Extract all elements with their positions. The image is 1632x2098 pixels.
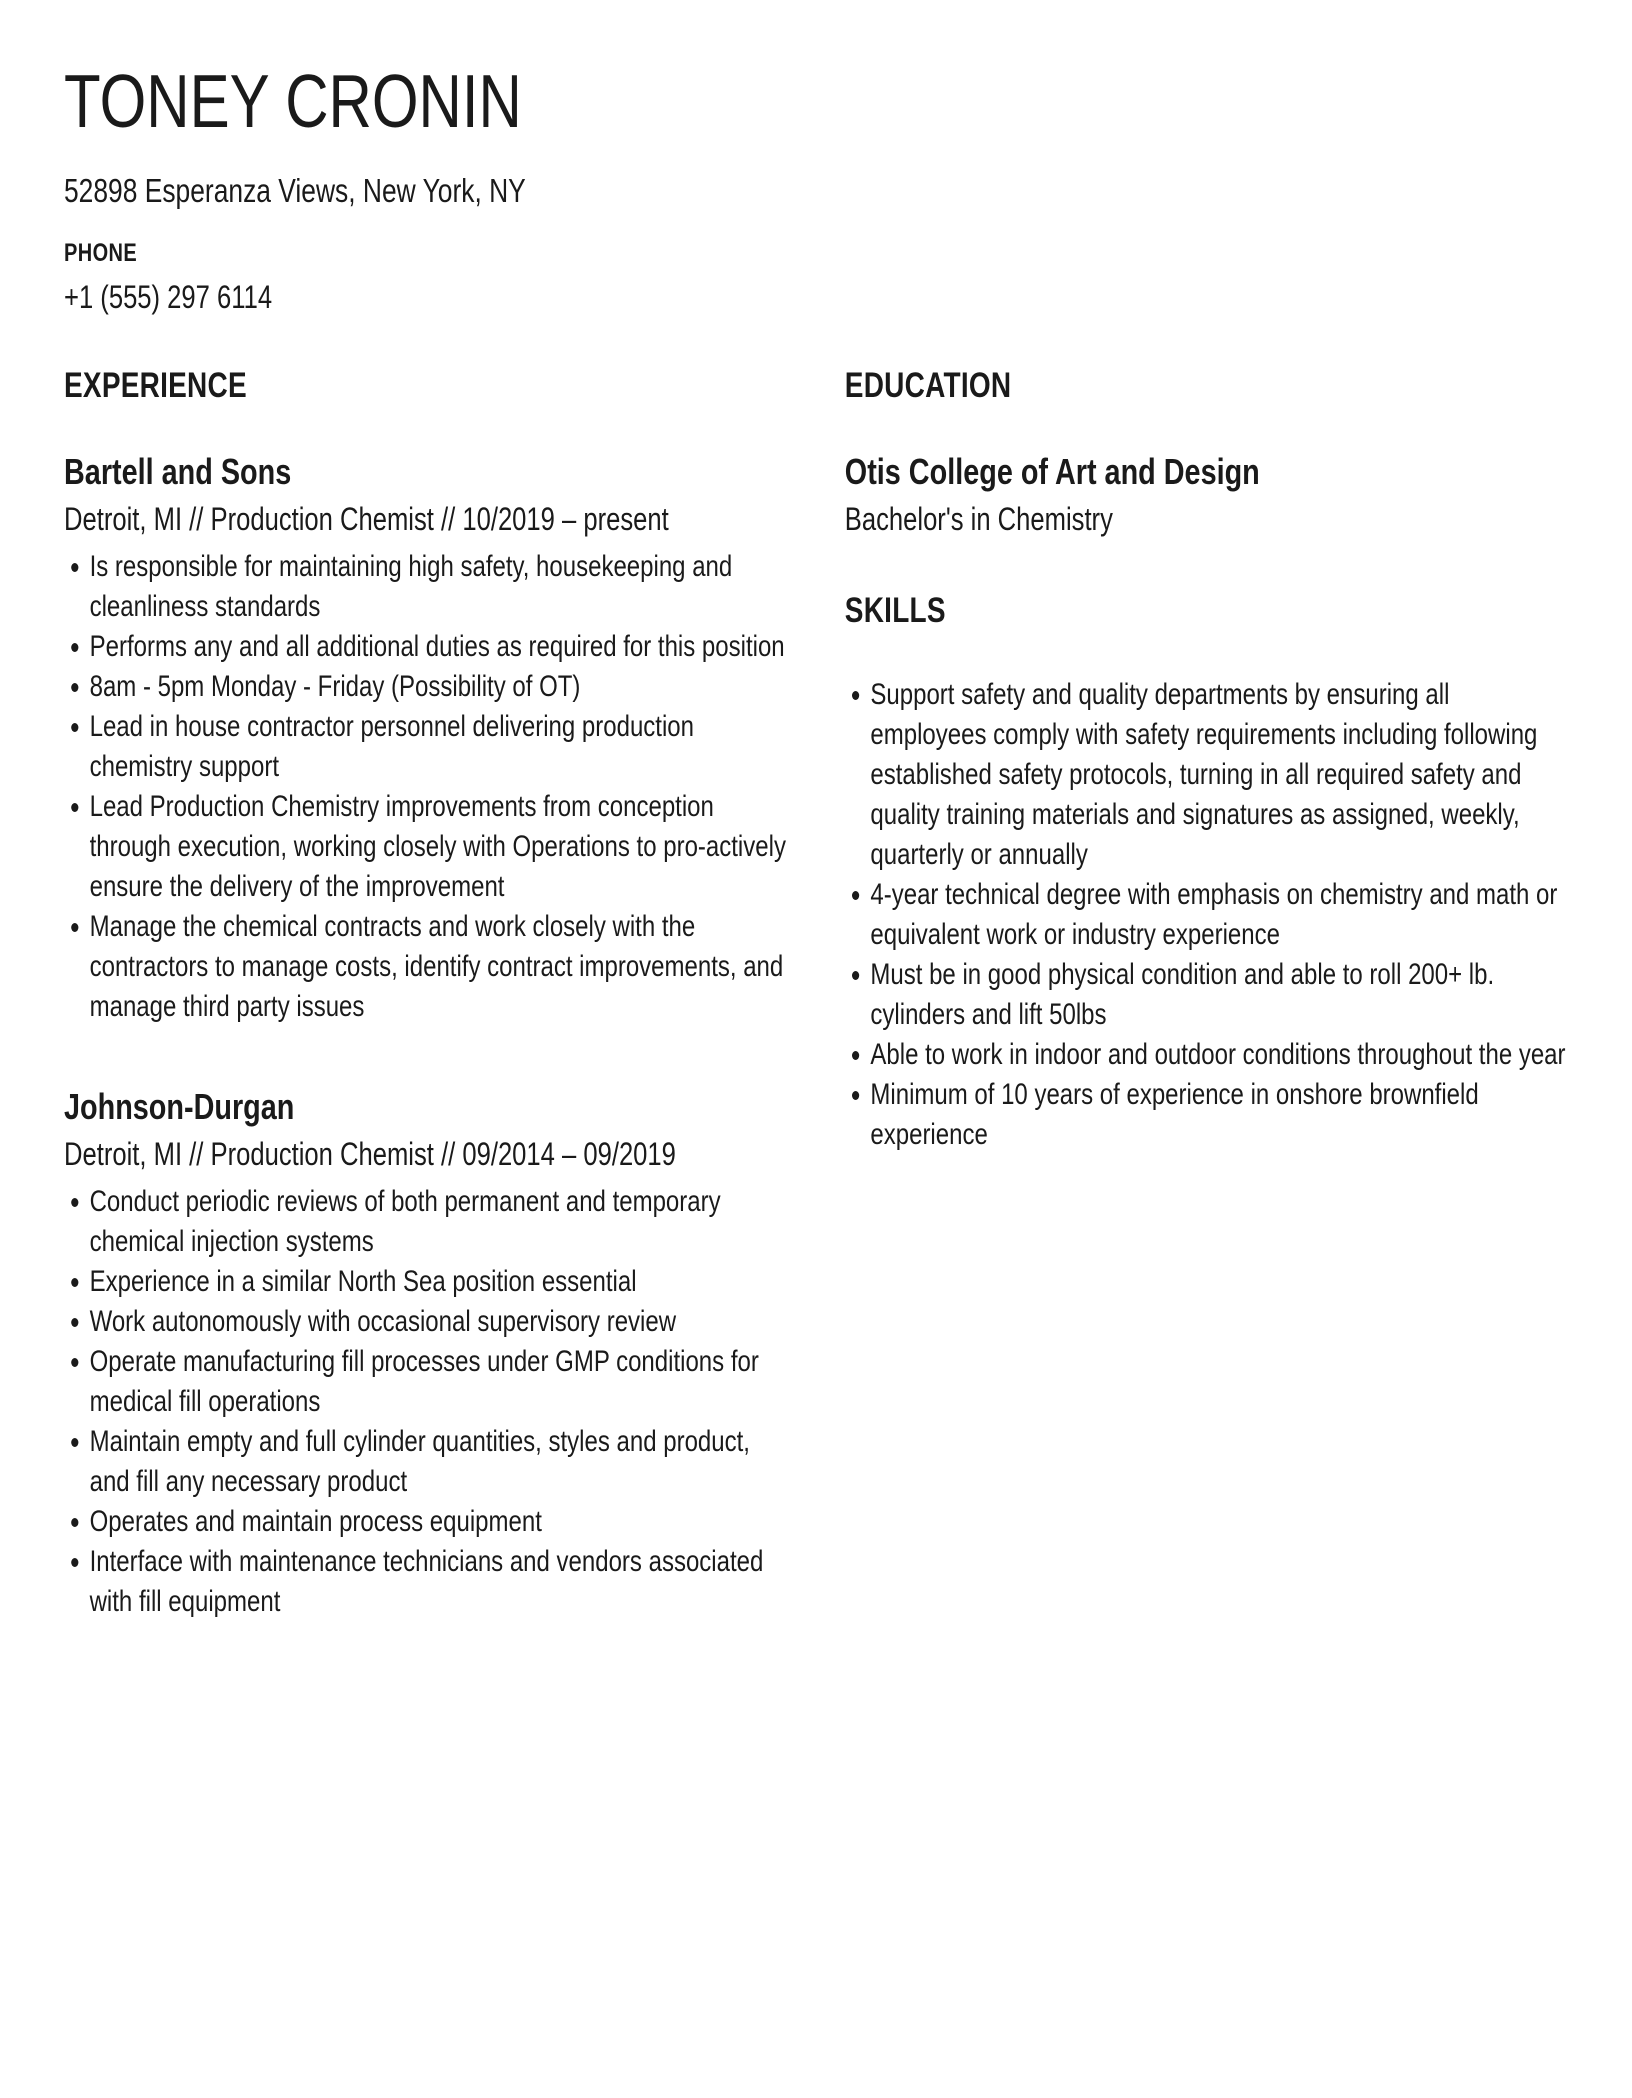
bullet-item: Minimum of 10 years of experience in onshore brownfield experience [845, 1075, 1568, 1155]
bullet-item: 8am - 5pm Monday - Friday (Possibility of OT) [64, 667, 787, 707]
bullet-item: Operate manufacturing fill processes under GMP conditions for medical fill operations [64, 1342, 787, 1422]
job-bullet-list [64, 547, 787, 1027]
bullet-item: Maintain empty and full cylinder quantities, styles and product, and fill any necessary product [64, 1422, 787, 1502]
bullet-item: Performs any and all additional duties as required for this position [64, 627, 787, 667]
experience-heading: EXPERIENCE [64, 365, 247, 405]
bullet-item: Able to work in indoor and outdoor conditions throughout the year [845, 1035, 1568, 1075]
job-entry-bartell [64, 450, 787, 1027]
skills-bullet-list [845, 675, 1568, 1155]
job-company: Bartell and Sons [64, 450, 292, 492]
job-meta: Detroit, MI // Production Chemist // 10/2019 – present [64, 500, 669, 537]
phone-value: +1 (555) 297 6114 [64, 278, 273, 315]
bullet-item: Work autonomously with occasional supervisory review [64, 1302, 787, 1342]
degree: Bachelor's in Chemistry [844, 500, 1113, 537]
bullet-item: Lead Production Chemistry improvements from conception through execution, working closely with Operations to pro-actively ensure the delivery of the improvement [64, 787, 787, 907]
bullet-item: Experience in a similar North Sea position essential [64, 1262, 787, 1302]
school-name: Otis College of Art and Design [844, 450, 1260, 492]
bullet-item: Interface with maintenance technicians and vendors associated with fill equipment [64, 1542, 787, 1622]
bullet-item: 4-year technical degree with emphasis on chemistry and math or equivalent work or industry experience [845, 875, 1568, 955]
skills-section [845, 591, 1568, 1155]
phone-label: PHONE [64, 238, 138, 267]
bullet-item: Lead in house contractor personnel delivering production chemistry support [64, 707, 787, 787]
education-heading: EDUCATION [844, 365, 1012, 405]
candidate-name: TONEY CRONIN [64, 59, 522, 143]
bullet-item: Support safety and quality departments by ensuring all employees comply with safety requirements including following established safety protocols, turning in all required safety and quality training materials and signatures as assigned, weekly, quarterly or annually [845, 675, 1568, 875]
bullet-item: Operates and maintain process equipment [64, 1502, 787, 1542]
education-section [845, 366, 1568, 539]
job-entry-johnson-durgan [64, 1085, 787, 1622]
bullet-item: Manage the chemical contracts and work closely with the contractors to manage costs, identify contract improvements, and manage third party issues [64, 907, 787, 1027]
candidate-address: 52898 Esperanza Views, New York, NY [64, 172, 526, 209]
resume-body-columns [64, 366, 1568, 1622]
job-company: Johnson-Durgan [64, 1085, 295, 1127]
bullet-item: Must be in good physical condition and able to roll 200+ lb. cylinders and lift 50lbs [845, 955, 1568, 1035]
job-meta: Detroit, MI // Production Chemist // 09/2014 – 09/2019 [64, 1135, 676, 1172]
bullet-item: Is responsible for maintaining high safety, housekeeping and cleanliness standards [64, 547, 787, 627]
experience-section [64, 366, 787, 1622]
skills-heading: SKILLS [844, 590, 946, 630]
resume-header [64, 59, 1568, 316]
right-column [845, 366, 1568, 1155]
job-bullet-list [64, 1182, 787, 1622]
bullet-item: Conduct periodic reviews of both permanent and temporary chemical injection systems [64, 1182, 787, 1262]
